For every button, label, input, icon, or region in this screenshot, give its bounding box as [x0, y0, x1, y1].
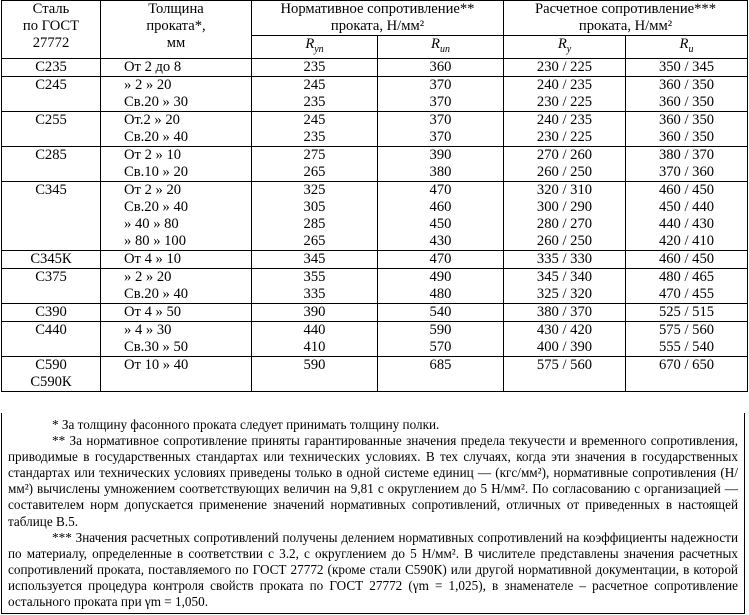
header-ryn: $R_{yn}$ [252, 36, 378, 59]
run-line: 570 [429, 339, 452, 356]
thickness-line: » 80 » 100 [124, 233, 187, 250]
cell-ru [626, 182, 748, 251]
cell-ru [626, 59, 748, 77]
cell-ryn [252, 59, 378, 77]
thickness-line: От.2 » 20 [124, 112, 180, 129]
run-line: 540 [429, 304, 452, 321]
run-line: 470 [429, 251, 452, 268]
ryn-line: 305 [303, 199, 326, 216]
ry-line: 575 / 560 [536, 357, 593, 374]
ru-line: 450 / 440 [658, 199, 715, 216]
cell-ru [626, 304, 748, 322]
cell-ry [504, 322, 626, 357]
run-line: 390 [429, 147, 452, 164]
run-line: 380 [429, 164, 452, 181]
table-body [2, 59, 748, 392]
table-row [2, 304, 748, 322]
cell-run [378, 269, 504, 304]
ry-line: 300 / 290 [536, 199, 593, 216]
cell-run [378, 59, 504, 77]
run-line: 480 [429, 286, 452, 303]
thickness-line: » 2 » 20 [124, 77, 172, 94]
ru-line: 360 / 350 [658, 129, 715, 146]
thickness-line: » 2 » 20 [124, 269, 172, 286]
ru-line: 380 / 370 [658, 147, 715, 164]
header-design: Расчетное сопротивление*** проката, Н/мм² [504, 1, 748, 36]
thickness-line: Св.20 » 40 [124, 129, 189, 146]
cell-ry [504, 269, 626, 304]
cell-ryn [252, 304, 378, 322]
ryn-line: 590 [303, 357, 326, 374]
ry-line: 320 / 310 [536, 182, 593, 199]
ryn-line: 325 [303, 182, 326, 199]
thickness-line: От 10 » 40 [124, 357, 189, 374]
ru-line: 440 / 430 [658, 216, 715, 233]
cell-thickness [101, 112, 252, 147]
steel-line: С285 [35, 147, 67, 164]
thickness-line: От 2 до 8 [124, 59, 182, 76]
run-line: 450 [429, 216, 452, 233]
cell-run [378, 357, 504, 392]
run-line: 370 [429, 112, 452, 129]
cell-steel [2, 112, 101, 147]
ry-line: 430 / 420 [536, 322, 593, 339]
ru-line: 555 / 540 [658, 339, 715, 356]
ry-line: 230 / 225 [536, 129, 593, 146]
ryn-line: 410 [303, 339, 326, 356]
cell-ry [504, 251, 626, 269]
cell-steel [2, 182, 101, 251]
cell-thickness [101, 304, 252, 322]
ryn-line: 335 [303, 286, 326, 303]
thickness-line: От 2 » 10 [124, 147, 182, 164]
ru-line: 350 / 345 [658, 59, 715, 76]
cell-run [378, 322, 504, 357]
cell-ru [626, 77, 748, 112]
ry-line: 400 / 390 [536, 339, 593, 356]
ry-line: 335 / 330 [536, 251, 593, 268]
cell-thickness [101, 357, 252, 392]
cell-ryn [252, 77, 378, 112]
thickness-line: От 2 » 20 [124, 182, 182, 199]
thickness-line: » 40 » 80 [124, 216, 179, 233]
ru-line: 360 / 350 [658, 112, 715, 129]
thickness-line: От 4 » 10 [124, 251, 182, 268]
cell-steel [2, 77, 101, 112]
steel-line: С235 [35, 59, 67, 76]
table-row [2, 147, 748, 182]
table-notes [1, 413, 745, 614]
cell-ryn [252, 269, 378, 304]
ryn-line: 345 [303, 251, 326, 268]
steel-line: С245 [35, 77, 67, 94]
header-steel: Сталь по ГОСТ 27772 [2, 1, 101, 59]
ru-line: 360 / 350 [658, 77, 715, 94]
cell-ryn [252, 182, 378, 251]
table-row [2, 322, 748, 357]
ryn-line: 355 [303, 269, 326, 286]
cell-ru [626, 322, 748, 357]
cell-ru [626, 112, 748, 147]
ryn-line: 235 [303, 129, 326, 146]
thickness-line: Св.10 » 20 [124, 164, 189, 181]
cell-steel [2, 269, 101, 304]
ry-line: 240 / 235 [536, 112, 593, 129]
run-line: 360 [429, 59, 452, 76]
steel-line: С440 [35, 322, 67, 339]
ru-line: 525 / 515 [658, 304, 715, 321]
table-row [2, 269, 748, 304]
ry-line: 260 / 250 [536, 164, 593, 181]
cell-thickness [101, 251, 252, 269]
ru-line: 360 / 350 [658, 94, 715, 111]
cell-ryn [252, 357, 378, 392]
cell-ry [504, 357, 626, 392]
cell-ru [626, 357, 748, 392]
cell-thickness [101, 77, 252, 112]
table-header [2, 1, 748, 59]
run-line: 430 [429, 233, 452, 250]
run-line: 370 [429, 77, 452, 94]
ru-line: 575 / 560 [658, 322, 715, 339]
cell-run [378, 112, 504, 147]
ru-line: 420 / 410 [658, 233, 715, 250]
thickness-line: Св.20 » 40 [124, 286, 189, 303]
run-line: 370 [429, 129, 452, 146]
cell-steel [2, 304, 101, 322]
ryn-line: 285 [303, 216, 326, 233]
cell-steel [2, 322, 101, 357]
ru-line: 460 / 450 [658, 251, 715, 268]
ryn-line: 265 [303, 164, 326, 181]
thickness-line: От 4 » 50 [124, 304, 182, 321]
ry-line: 270 / 260 [536, 147, 593, 164]
cell-steel [2, 251, 101, 269]
ryn-line: 245 [303, 77, 326, 94]
cell-thickness [101, 182, 252, 251]
ryn-line: 235 [303, 59, 326, 76]
ryn-line: 390 [303, 304, 326, 321]
cell-steel [2, 147, 101, 182]
steel-line: С590 [35, 357, 67, 374]
cell-run [378, 251, 504, 269]
cell-run [378, 182, 504, 251]
table-row [2, 251, 748, 269]
ry-line: 230 / 225 [536, 94, 593, 111]
cell-thickness [101, 322, 252, 357]
table-row [2, 357, 748, 392]
cell-ru [626, 147, 748, 182]
run-line: 470 [429, 182, 452, 199]
run-line: 370 [429, 94, 452, 111]
cell-steel [2, 357, 101, 392]
cell-ry [504, 304, 626, 322]
table-row [2, 59, 748, 77]
thickness-line: Св.20 » 40 [124, 199, 189, 216]
note-normative: ** За нормативное сопротивление приняты гарантированные значения предела текучести и временного сопротивления, приводимые в государственных стандартах или технических условиях. В тех случаях, когда эти значения в государственных стандартах или технических условиях приведены только в одной системе единиц — (кгс/мм²), нормативные сопротивления (Н/мм²) вычислены умножением соответствующих величин на 9,81 с округлением до 5 Н/мм². По согласованию с организацией — составителем норм допускается применение значений нормативных сопротивлений, отличных от приведенных в настоящей таблице В.5. [8, 433, 738, 529]
ru-line: 470 / 455 [658, 286, 715, 303]
header-thickness: Толщина проката*, мм [101, 1, 252, 59]
ryn-line: 235 [303, 94, 326, 111]
cell-ryn [252, 147, 378, 182]
cell-thickness [101, 147, 252, 182]
ru-line: 480 / 465 [658, 269, 715, 286]
ry-line: 380 / 370 [536, 304, 593, 321]
cell-ryn [252, 322, 378, 357]
cell-ry [504, 182, 626, 251]
header-ru: $R_u$ [626, 36, 748, 59]
cell-ry [504, 112, 626, 147]
run-line: 460 [429, 199, 452, 216]
cell-run [378, 304, 504, 322]
cell-ryn [252, 112, 378, 147]
steel-line: С375 [35, 269, 67, 286]
steel-line: С390 [35, 304, 67, 321]
cell-run [378, 147, 504, 182]
note-design: *** Значения расчетных сопротивлений получены делением нормативных сопротивлений на коэффициенты надежности по материалу, определенные в соответствии с 3.2, с округлением до 5 Н/мм². В числителе представлены значения расчетных сопротивлений проката, поставляемого по ГОСТ 27772 (кроме стали С590К) или другой нормативной документации, в которой используется процедура контроля свойств проката по ГОСТ 27772 (γm = 1,025), в знаменателе – расчетное сопротивление остального проката при γm = 1,050. [8, 529, 738, 610]
cell-run [378, 77, 504, 112]
ryn-line: 245 [303, 112, 326, 129]
thickness-line: Св.20 » 30 [124, 94, 189, 111]
ryn-line: 440 [303, 322, 326, 339]
ru-line: 370 / 360 [658, 164, 715, 181]
ry-line: 345 / 340 [536, 269, 593, 286]
steel-resistance-table [1, 0, 748, 392]
steel-line: С345К [30, 251, 72, 268]
header-normative: Нормативное сопротивление** проката, Н/мм² [252, 1, 504, 36]
ry-line: 260 / 250 [536, 233, 593, 250]
cell-thickness [101, 269, 252, 304]
thickness-line: Св.30 » 50 [124, 339, 189, 356]
ru-line: 460 / 450 [658, 182, 715, 199]
cell-ry [504, 147, 626, 182]
ry-line: 280 / 270 [536, 216, 593, 233]
steel-line: С345 [35, 182, 67, 199]
run-line: 590 [429, 322, 452, 339]
cell-ru [626, 269, 748, 304]
cell-thickness [101, 59, 252, 77]
ryn-line: 275 [303, 147, 326, 164]
table-row [2, 182, 748, 251]
cell-ryn [252, 251, 378, 269]
steel-line: С590К [30, 374, 72, 391]
steel-line: С255 [35, 112, 67, 129]
header-run: $R_{un}$ [378, 36, 504, 59]
note-thickness: * За толщину фасонного проката следует принимать толщину полки. [52, 417, 440, 432]
cell-ry [504, 77, 626, 112]
run-line: 490 [429, 269, 452, 286]
ry-line: 230 / 225 [536, 59, 593, 76]
thickness-line: » 4 » 30 [124, 322, 172, 339]
ru-line: 670 / 650 [658, 357, 715, 374]
header-ry: $R_y$ [504, 36, 626, 59]
cell-steel [2, 59, 101, 77]
cell-ry [504, 59, 626, 77]
cell-ru [626, 251, 748, 269]
ry-line: 240 / 235 [536, 77, 593, 94]
run-line: 685 [429, 357, 452, 374]
table-row [2, 77, 748, 112]
ryn-line: 265 [303, 233, 326, 250]
ry-line: 325 / 320 [536, 286, 593, 303]
table-row [2, 112, 748, 147]
